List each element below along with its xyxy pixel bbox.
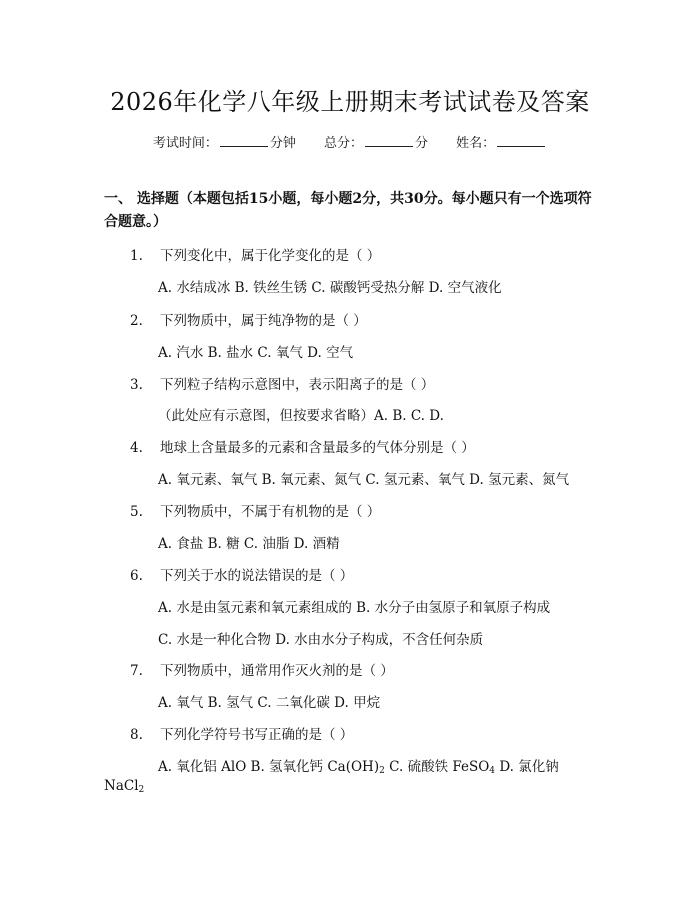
name-blank[interactable] (497, 136, 545, 147)
student-name: 姓名： (456, 136, 547, 151)
question-4-options: A. 氧元素、氧气 B. 氧元素、氮气 C. 氢元素、氧气 D. 氢元素、氮气 (158, 472, 570, 488)
question-1: 1. 下列变化中，属于化学变化的是（ ） (130, 248, 381, 264)
question-5-options: A. 食盐 B. 糖 C. 油脂 D. 酒精 (158, 536, 340, 552)
question-6-options-line-1: A. 水是由氢元素和氧元素组成的 B. 水分子由氢原子和氧原子构成 (158, 600, 551, 616)
question-7: 7. 下列物质中，通常用作灭火剂的是（ ） (130, 663, 394, 679)
score-blank[interactable] (365, 136, 413, 147)
time-blank[interactable] (220, 136, 268, 147)
question-6-options-line-2: C. 水是一种化合物 D. 水由水分子构成，不含任何杂质 (158, 632, 484, 648)
question-2: 2. 下列物质中，属于纯净物的是（ ） (130, 313, 367, 329)
question-6: 6. 下列关于水的说法错误的是（ ） (130, 568, 354, 584)
question-8-options: A. 氧化铝 AlO B. 氢氧化钙 $Ca(OH)_2$ C. 硫酸铁 FeSO$_4$ D. 氯化钠 (158, 759, 559, 776)
question-2-options: A. 汽水 B. 盐水 C. 氧气 D. 空气 (158, 345, 354, 361)
section-heading: 一、 选择题（本题包括15小题，每小题2分，共30分。每小题只有一个选项符合题意。） (104, 191, 592, 230)
question-1-options: A. 水结成冰 B. 铁丝生锈 C. 碳酸钙受热分解 D. 空气液化 (158, 280, 502, 296)
question-4: 4. 地球上含量最多的元素和含量最多的气体分别是（ ） (130, 440, 475, 456)
question-7-options: A. 氧气 B. 氢气 C. 二氧化碳 D. 甲烷 (158, 695, 381, 711)
total-score: 总分： 分 (323, 136, 429, 151)
exam-time: 考试时间： 分钟 (152, 136, 296, 151)
exam-meta (0, 132, 700, 151)
question-8-options-wrap: NaCl$_2$ (104, 778, 145, 795)
question-3: 3. 下列粒子结构示意图中，表示阳离子的是（ ） (130, 377, 435, 393)
page-title: 2026年化学八年级上册期末考试试卷及答案 (110, 88, 590, 116)
question-8: 8. 下列化学符号书写正确的是（ ） (130, 727, 354, 743)
question-3-options: （此处应有示意图，但按要求省略）A. B. C. D. (158, 408, 444, 424)
question-5: 5. 下列物质中，不属于有机物的是（ ） (130, 504, 381, 520)
